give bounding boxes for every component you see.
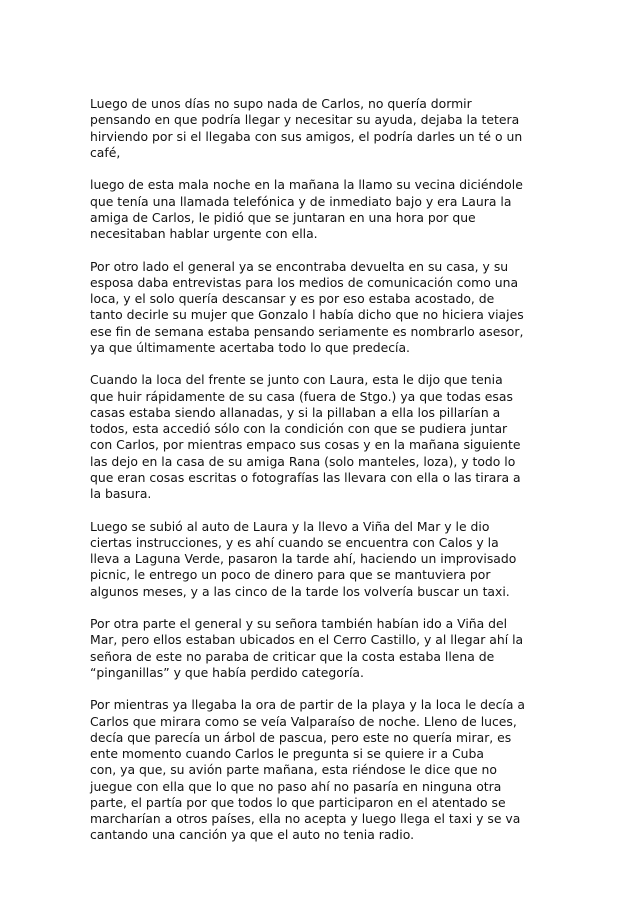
paragraph-2: luego de esta mala noche en la mañana la llamo su vecina diciéndole que tenía una llamada telefónica y de inmediato bajo y era Laura la amiga de Carlos, le pidió que se juntaran en una hora por que necesitaban hablar urgente con ella. xyxy=(90,177,523,241)
paragraph-7: Por mientras ya llegaba la ora de partir de la playa y la loca le decía a Carlos que mirara como se veía Valparaíso de noche. Lleno de luces, decía que parecía un árbol de pascua, pero este no quería mirar, es ente momento cuando Carlos le pregunta si se quiere ir a Cuba con, ya que, su avión parte mañana, esta riéndose le dice que no juegue con ella que lo que no paso ahí no pasaría en ninguna otra parte, el partía por que todos lo que participaron en el atentado se marcharían a otros países, ella no acepta y luego llega el taxi y se va cantando una canción ya que el auto no tenia radio. xyxy=(90,697,525,843)
paragraph-5: Luego se subió al auto de Laura y la llevo a Viña del Mar y le dio ciertas instrucciones, y es ahí cuando se encuentra con Calos y la lleva a Laguna Verde, pasaron la tarde ahí, haciendo un improvisado picnic, le entrego un poco de dinero para que se mantuviera por algunos meses, y a las cinco de la tarde los volvería buscar un taxi. xyxy=(90,518,517,599)
paragraph-6: Por otra parte el general y su señora también habían ido a Viña del Mar, pero ellos estaban ubicados en el Cerro Castillo, y al llegar ahí la señora de este no paraba de criticar que la costa estaba llena de “pinganillas” y que había perdido categoría. xyxy=(90,616,524,680)
paragraph-1: Luego de unos días no supo nada de Carlos, no quería dormir pensando en que podría llegar y necesitar su ayuda, dejaba la tetera hirviendo por si el llegaba con sus amigos, el podría darles un té o un café, xyxy=(90,96,523,160)
paragraph-3: Por otro lado el general ya se encontraba devuelta en su casa, y su esposa daba entrevistas para los medios de comunicación como una loca, y el solo quería descansar y es por eso estaba acostado, de tanto decirle su mujer que Gonzalo l había dicho que no hiciera viajes ese fin de semana estaba pensando seriamente es nombrarlo asesor, ya que últimamente acertaba todo lo que predecía. xyxy=(90,258,524,355)
paragraph-4: Cuando la loca del frente se junto con Laura, esta le dijo que tenia que huir rápidamente de su casa (fuera de Stgo.) ya que todas esas casas estaba siendo allanadas, y si la pillaban a ella los pillarían a todos, esta accedió sólo con la condición con que se pudiera juntar con Carlos, por mientras empaco sus cosas y en la mañana siguiente las dejo en la casa de su amiga Rana (solo manteles, loza), y todo lo que eran cosas escritas o fotografías las llevara con ella o las tirara a la basura. xyxy=(90,372,521,501)
document-body xyxy=(90,96,560,860)
